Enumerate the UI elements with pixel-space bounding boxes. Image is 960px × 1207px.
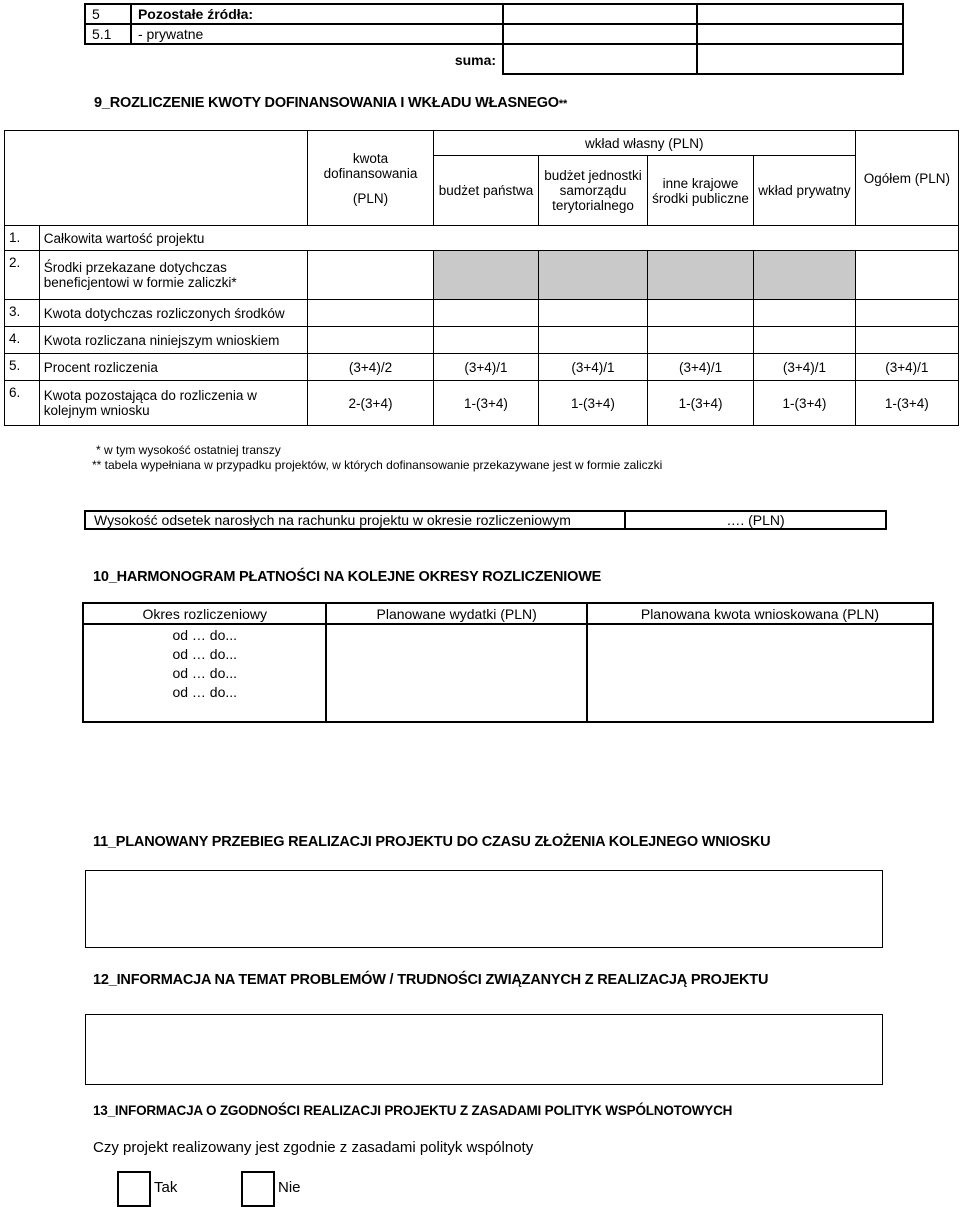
formula-cell: (3+4)/1: [539, 354, 648, 381]
row-number: 1.: [5, 226, 40, 251]
value-cell[interactable]: [539, 327, 648, 354]
interest-value[interactable]: …. (PLN): [625, 511, 886, 529]
footnote-2: ** tabela wypełniana w przypadku projektów, w których dofinansowanie przekazywane jest w formie zaliczki: [92, 458, 663, 472]
value-cell[interactable]: [433, 300, 538, 327]
table-row: [83, 624, 933, 644]
value-cell[interactable]: [855, 327, 958, 354]
value-cell[interactable]: [326, 663, 586, 682]
value-cell[interactable]: [754, 300, 855, 327]
column-header: Okres rozliczeniowy: [83, 603, 326, 624]
row-label: Kwota pozostająca do rozliczenia w kolejnym wniosku: [39, 381, 307, 426]
formula-cell: 1-(3+4): [647, 381, 753, 426]
sum-label: suma:: [454, 51, 497, 68]
period-cell: od … do...: [83, 644, 326, 663]
header-budzet-panstwa: budżet państwa: [433, 156, 538, 226]
row-label: - prywatne: [131, 24, 503, 44]
header-ogolem: Ogółem (PLN): [855, 131, 958, 226]
sum-value-cell[interactable]: [503, 44, 696, 74]
row-number: 5.1: [85, 24, 131, 44]
table-row: [83, 663, 933, 682]
row-label: Kwota rozliczana niniejszym wnioskiem: [39, 327, 307, 354]
row-label: Środki przekazane dotychczas beneficjentowi w formie zaliczki*: [39, 251, 307, 300]
interest-table: [84, 510, 887, 530]
row-label: Procent rozliczenia: [39, 354, 307, 381]
formula-cell: 1-(3+4): [754, 381, 855, 426]
planned-progress-textarea[interactable]: [85, 870, 883, 948]
table-row: [5, 251, 959, 300]
formula-cell: (3+4)/2: [308, 354, 434, 381]
formula-cell: (3+4)/1: [433, 354, 538, 381]
value-cell[interactable]: [855, 251, 958, 300]
value-cell[interactable]: [326, 624, 586, 644]
section-12-title: 12_INFORMACJA NA TEMAT PROBLEMÓW / TRUDNOŚCI ZWIĄZANYCH Z REALIZACJĄ PROJEKTU: [93, 972, 769, 988]
table-row: [83, 701, 933, 722]
table-row: [83, 682, 933, 701]
table-row: [5, 381, 959, 426]
formula-cell: 2-(3+4): [308, 381, 434, 426]
no-label: Nie: [278, 1179, 301, 1196]
header-wklad-prywatny: wkład prywatny: [754, 156, 855, 226]
compliance-question: Czy projekt realizowany jest zgodnie z zasadami polityk wspólnoty: [93, 1139, 534, 1156]
value-cell[interactable]: [539, 300, 648, 327]
other-sources-table: [84, 3, 904, 75]
yes-checkbox[interactable]: [117, 1171, 151, 1207]
value-cell[interactable]: [855, 300, 958, 327]
value-cell[interactable]: [308, 251, 434, 300]
value-cell[interactable]: [308, 327, 434, 354]
formula-cell: (3+4)/1: [647, 354, 753, 381]
value-cell[interactable]: [754, 327, 855, 354]
header-budzet-jst: budżet jednostki samorządu terytorialnego: [539, 156, 648, 226]
value-cell[interactable]: [326, 644, 586, 663]
disabled-cell: [433, 251, 538, 300]
section-10-title: 10_HARMONOGRAM PŁATNOŚCI NA KOLEJNE OKRESY ROZLICZENIOWE: [93, 569, 602, 585]
formula-cell: (3+4)/1: [754, 354, 855, 381]
column-header: Planowane wydatki (PLN): [326, 603, 586, 624]
value-cell[interactable]: [587, 682, 933, 701]
value-cell[interactable]: [647, 300, 753, 327]
row-number: 4.: [5, 327, 40, 354]
table-row: [85, 4, 903, 24]
value-cell[interactable]: [587, 644, 933, 663]
table-row: [5, 300, 959, 327]
header-inne-krajowe: inne krajowe środki publiczne: [647, 156, 753, 226]
row-number: 3.: [5, 300, 40, 327]
formula-cell: (3+4)/1: [855, 354, 958, 381]
value-cell[interactable]: [433, 327, 538, 354]
period-cell: od … do...: [83, 663, 326, 682]
table-row: [5, 354, 959, 381]
value-cell[interactable]: [587, 701, 933, 722]
row-label: Całkowita wartość projektu: [39, 226, 958, 251]
table-header-row: [83, 603, 933, 624]
value-cell[interactable]: [587, 663, 933, 682]
value-cell[interactable]: [697, 4, 903, 24]
table-row: [85, 24, 903, 44]
value-cell[interactable]: [587, 624, 933, 644]
table-row: [85, 511, 886, 529]
value-cell[interactable]: [647, 327, 753, 354]
row-number: 5: [85, 4, 131, 24]
row-number: 5.: [5, 354, 40, 381]
sum-row: [85, 44, 903, 74]
table-row: [83, 644, 933, 663]
problems-textarea[interactable]: [85, 1014, 883, 1085]
column-header: Planowana kwota wnioskowana (PLN): [587, 603, 933, 624]
row-number: 6.: [5, 381, 40, 426]
header-kwota: kwota dofinansowania (PLN): [308, 131, 434, 226]
footnote-1: * w tym wysokość ostatniej transzy: [96, 443, 281, 457]
interest-label: Wysokość odsetek narosłych na rachunku projektu w okresie rozliczeniowym: [85, 511, 625, 529]
disabled-cell: [754, 251, 855, 300]
value-cell[interactable]: [308, 300, 434, 327]
formula-cell: 1-(3+4): [855, 381, 958, 426]
no-checkbox[interactable]: [241, 1171, 275, 1207]
header-wklad-wlasny: wkład własny (PLN): [433, 131, 855, 156]
section-11-title: 11_PLANOWANY PRZEBIEG REALIZACJI PROJEKTU DO CZASU ZŁOŻENIA KOLEJNEGO WNIOSKU: [93, 834, 771, 850]
period-cell: od … do...: [83, 624, 326, 644]
section-13-title: 13_INFORMACJA O ZGODNOŚCI REALIZACJI PROJEKTU Z ZASADAMI POLITYK WSPÓLNOTOWYCH: [93, 1103, 733, 1118]
table-header-row: [5, 131, 959, 156]
formula-cell: 1-(3+4): [539, 381, 648, 426]
value-cell[interactable]: [503, 24, 696, 44]
period-cell: od … do...: [83, 682, 326, 701]
value-cell[interactable]: [697, 24, 903, 44]
sum-value-cell[interactable]: [697, 44, 903, 74]
table-row: [5, 327, 959, 354]
settlement-table: [4, 130, 959, 426]
value-cell[interactable]: [326, 701, 586, 722]
formula-cell: 1-(3+4): [433, 381, 538, 426]
table-row: [5, 226, 959, 251]
disabled-cell: [539, 251, 648, 300]
row-label: Kwota dotychczas rozliczonych środków: [39, 300, 307, 327]
row-number: 2.: [5, 251, 40, 300]
yes-label: Tak: [154, 1179, 178, 1196]
value-cell[interactable]: [326, 682, 586, 701]
payment-schedule-table: [82, 602, 934, 723]
row-label: Pozostałe źródła:: [131, 4, 503, 24]
value-cell[interactable]: [503, 4, 696, 24]
disabled-cell: [647, 251, 753, 300]
section-9-title: 9_ROZLICZENIE KWOTY DOFINANSOWANIA I WKŁADU WŁASNEGO**: [94, 95, 568, 111]
